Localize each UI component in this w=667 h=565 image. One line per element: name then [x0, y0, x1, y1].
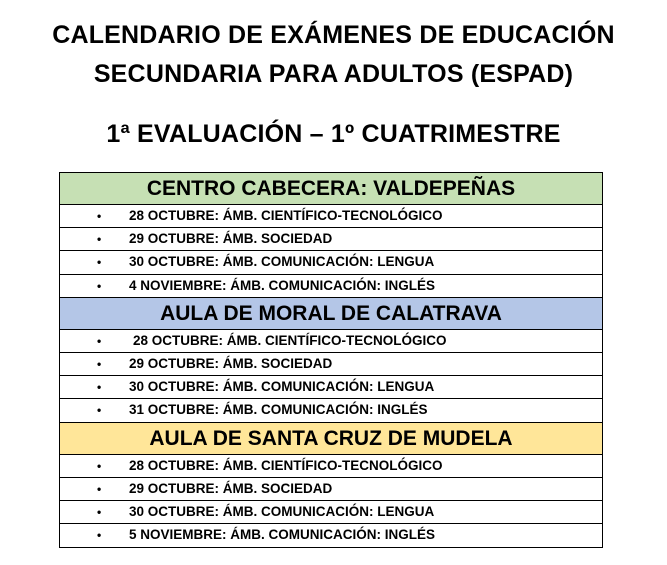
bullet-icon: • [97, 380, 102, 395]
bullet-icon: • [97, 209, 102, 223]
bullet-icon: • [97, 232, 102, 247]
bullet-icon: • [97, 255, 102, 270]
table-row [60, 228, 602, 251]
exam-item: 31 OCTUBRE: ÁMB. COMUNICACIÓN: INGLÉS [129, 402, 428, 418]
section-header-moral-de-calatrava: AULA DE MORAL DE CALATRAVA [60, 298, 602, 330]
table-row [60, 524, 602, 547]
bullet-icon: • [97, 528, 102, 543]
exam-item: 29 OCTUBRE: ÁMB. SOCIEDAD [129, 480, 333, 496]
table-row [60, 275, 602, 298]
exam-calendar-table [59, 172, 603, 548]
exam-item: 30 OCTUBRE: ÁMB. COMUNICACIÓN: LENGUA [129, 503, 435, 519]
bullet-icon: • [97, 278, 102, 293]
bullet-icon: • [97, 458, 102, 473]
exam-item: 30 OCTUBRE: ÁMB. COMUNICACIÓN: LENGUA [129, 379, 435, 395]
bullet-icon: • [97, 333, 102, 348]
table-row [60, 501, 602, 524]
table-row [60, 478, 602, 501]
exam-item: 28 OCTUBRE: ÁMB. CIENTÍFICO-TECNOLÓGICO [129, 208, 443, 223]
exam-item: 5 NOVIEMBRE: ÁMB. COMUNICACIÓN: INGLÉS [129, 527, 436, 543]
table-row [60, 399, 602, 422]
table-row [60, 455, 602, 478]
bullet-icon: • [97, 481, 102, 496]
exam-item: 29 OCTUBRE: ÁMB. SOCIEDAD [129, 231, 333, 247]
section-header-valdepenas: CENTRO CABECERA: VALDEPEÑAS [60, 173, 602, 205]
bullet-icon: • [97, 356, 102, 371]
bullet-icon: • [97, 504, 102, 519]
exam-item: 29 OCTUBRE: ÁMB. SOCIEDAD [129, 355, 333, 371]
page-title-line-2: SECUNDARIA PARA ADULTOS (ESPAD) [93, 60, 574, 88]
exam-item: 4 NOVIEMBRE: ÁMB. COMUNICACIÓN: INGLÉS [129, 277, 436, 293]
table-row [60, 251, 602, 274]
table-row [60, 353, 602, 376]
table-row [60, 205, 602, 228]
table-row [60, 376, 602, 399]
page-title-line-1: CALENDARIO DE EXÁMENES DE EDUCACIÓN [52, 21, 615, 49]
evaluation-subtitle: 1ª EVALUACIÓN – 1º CUATRIMESTRE [106, 120, 561, 148]
section-header-santa-cruz-de-mudela: AULA DE SANTA CRUZ DE MUDELA [60, 423, 602, 455]
table-row [60, 330, 602, 353]
exam-item: 30 OCTUBRE: ÁMB. COMUNICACIÓN: LENGUA [129, 254, 435, 270]
exam-item: 28 OCTUBRE: ÁMB. CIENTÍFICO-TECNOLÓGICO [129, 457, 443, 473]
exam-item: 28 OCTUBRE: ÁMB. CIENTÍFICO-TECNOLÓGICO [133, 332, 447, 348]
bullet-icon: • [97, 403, 102, 418]
